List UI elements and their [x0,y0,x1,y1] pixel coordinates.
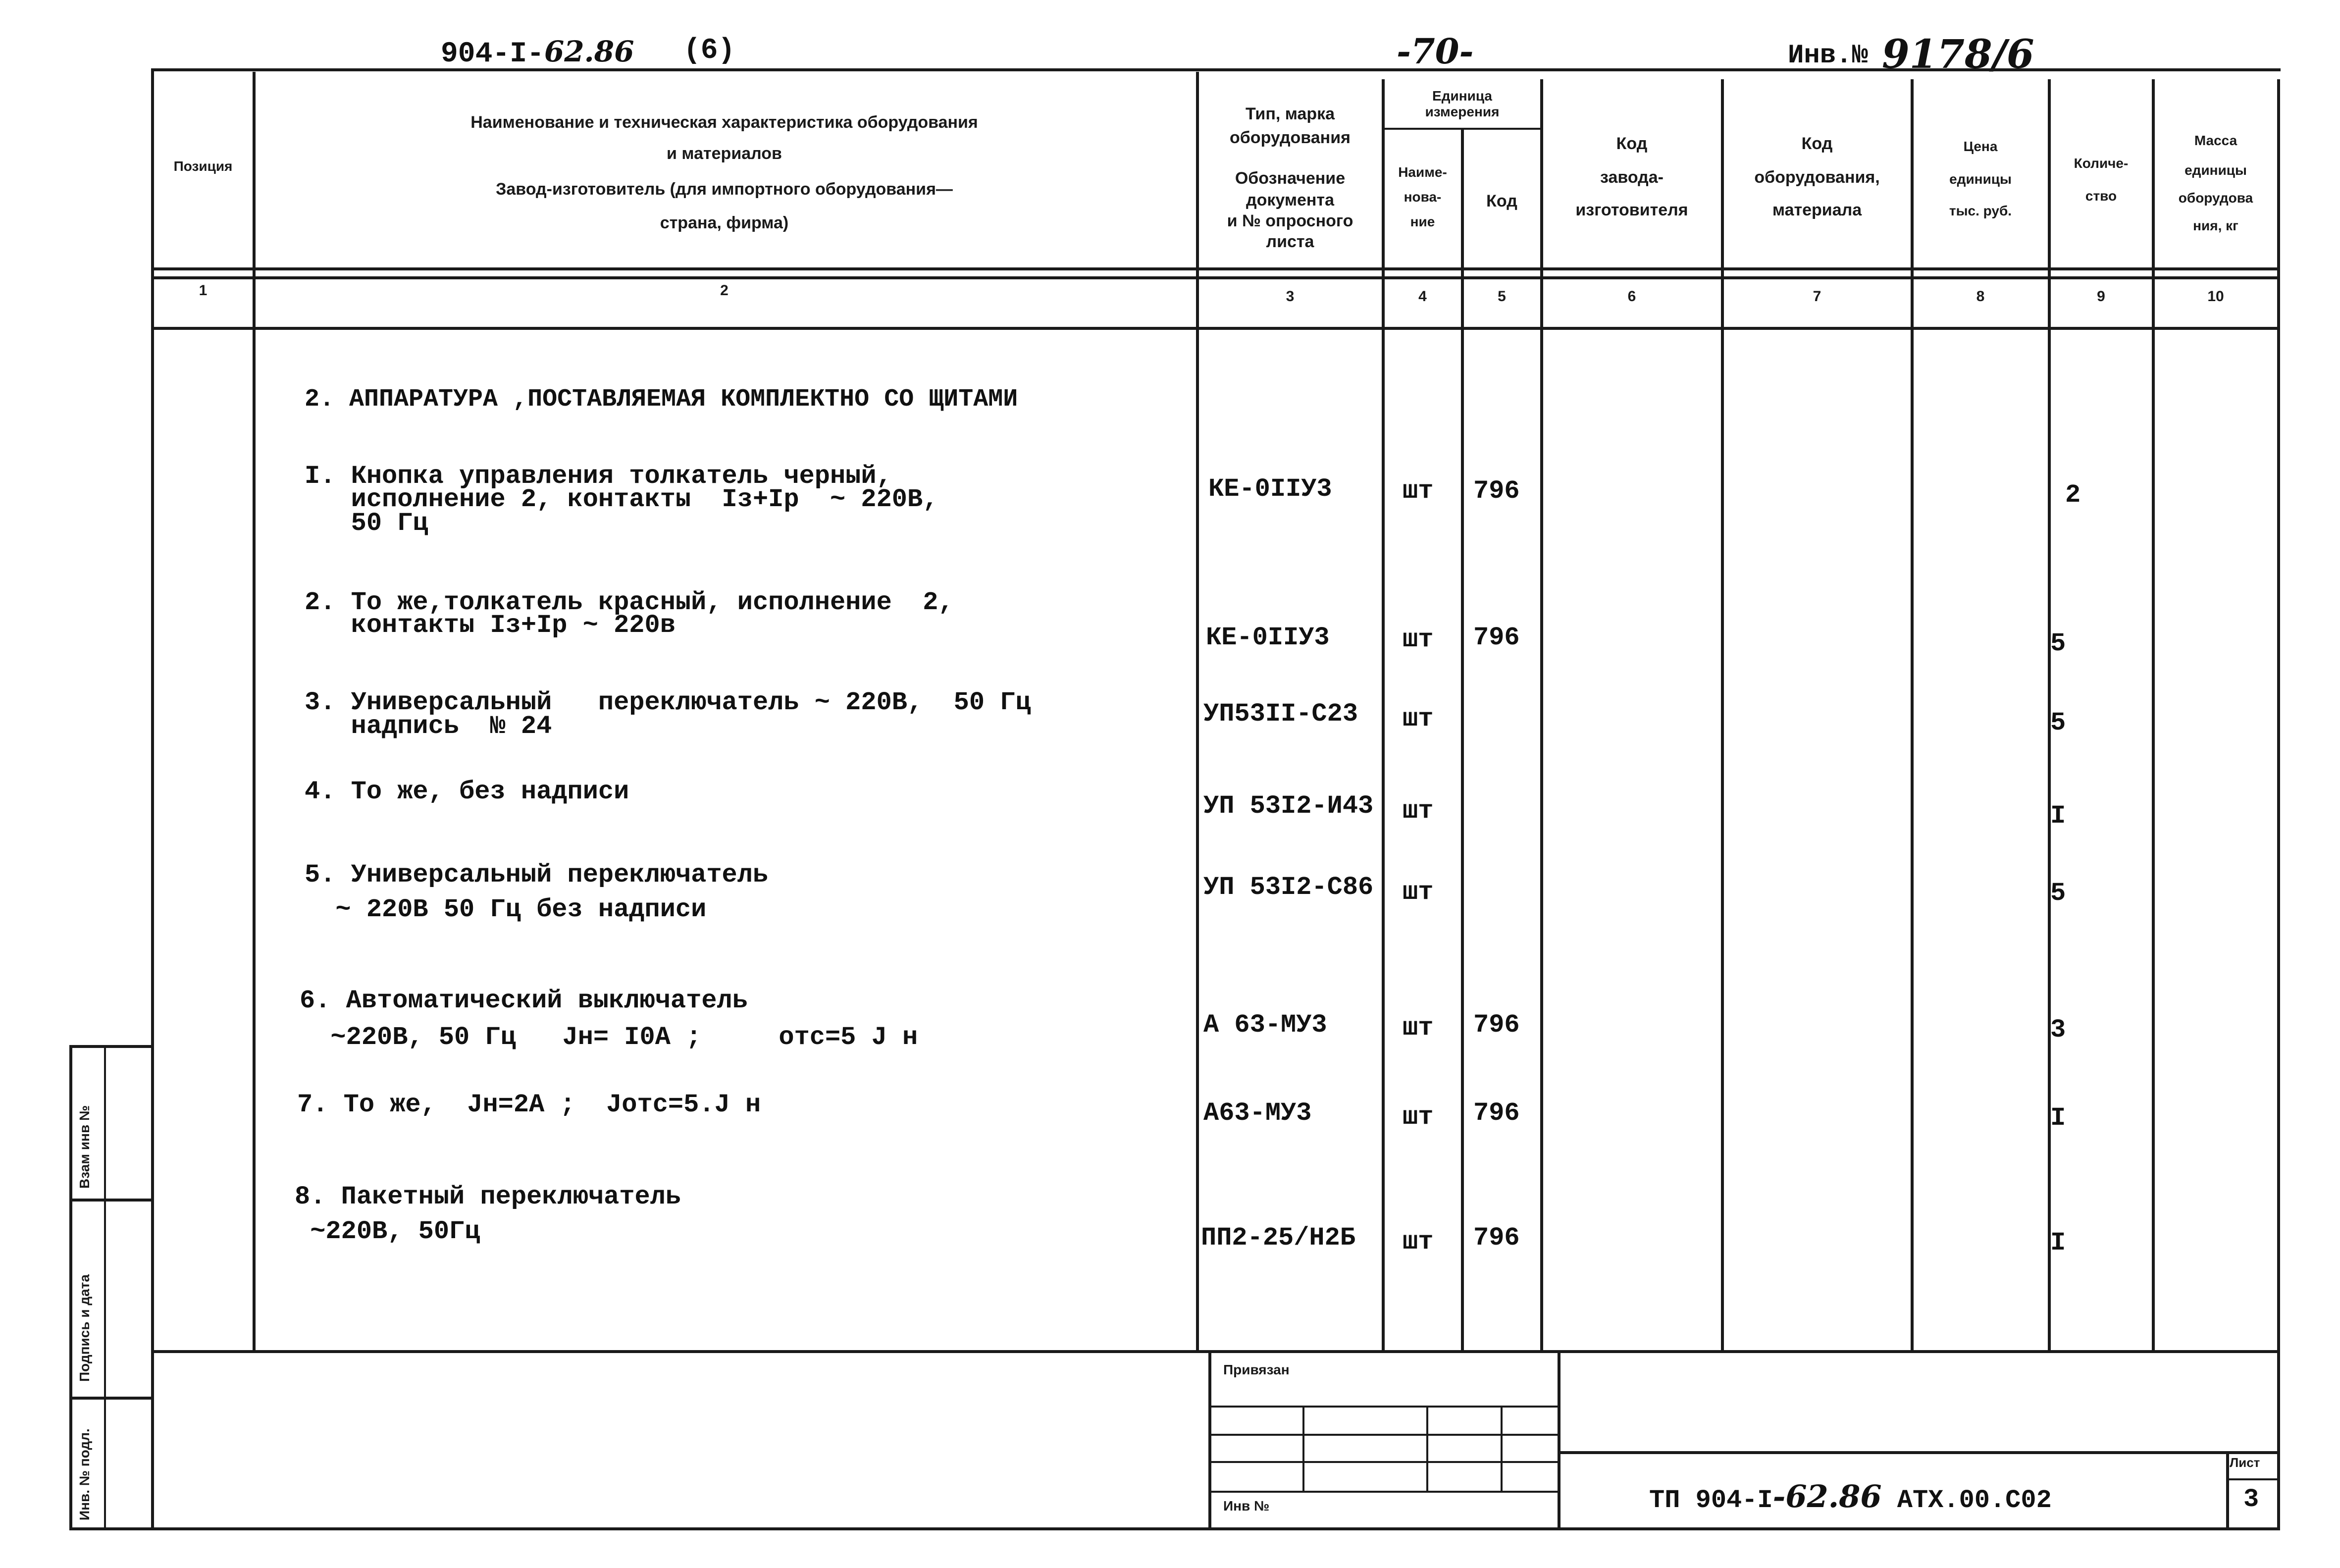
col-header-unit-group-1: Единица [1432,88,1492,104]
col-header-price-1: Цена [1963,139,1998,154]
row-5-qty: 5 [2050,879,2066,908]
row-1-unit: шт [1403,476,1434,506]
row-7-name-line-1: 7. То же, Jн=2А ; Jотс=5.J н [297,1090,761,1119]
side-strip-top [69,1045,151,1048]
row-4-qty: I [2050,801,2066,831]
row-4-type: УП 53I2-И43 [1203,791,1374,821]
stamp-doc-code-suffix: АТХ.00.С02 [1897,1486,2052,1515]
stamp-privyazan-label: Привязан [1223,1362,1290,1377]
doc-handwritten-number: 62.86 [544,35,634,68]
col-number-3: 3 [1286,288,1295,305]
col-header-unit-group-2: измерения [1425,104,1500,119]
stamp-sheet-number: 3 [2243,1485,2259,1514]
stamp-divider-2 [1558,1350,1560,1529]
stamp-doc-code-prefix: ТП 904-I [1649,1486,1773,1515]
row-7-type: А63-МУ3 [1203,1098,1312,1128]
col-header-doc-1: Обозначение [1235,169,1346,188]
col-line-4 [1461,130,1464,1352]
col-header-mass-4: ния, кг [2193,218,2238,233]
frame-bottom [69,1527,2280,1530]
col-header-unit-name-2: нова- [1404,189,1442,205]
frame-right [2277,79,2280,1530]
doc-prefix: 904-I- [441,38,544,70]
row-1-code: 796 [1473,476,1520,506]
row-1-type: КЕ-0IIУ3 [1208,474,1332,504]
stamp-grid-3 [1208,1461,1558,1463]
row-6-name-line-1: 6. Автоматический выключатель [300,986,748,1015]
col-header-unit-name-1: Наиме- [1398,164,1447,180]
row-8-name-line-1: 8. Пакетный переключатель [295,1182,681,1211]
col-header-mass-3: оборудова [2178,190,2253,206]
col-header-type-1: Тип, марка [1245,105,1335,123]
row-5-name-line-1: 5. Универсальный переключатель [305,860,769,889]
stamp-sheet-divider [2226,1451,2229,1529]
inventory-label: Инв.№ [1788,41,1869,71]
col-header-type-2: оборудования [1230,128,1351,147]
row-5-name-line-2: ~ 220В 50 Гц без надписи [305,895,707,924]
col-header-equip-code-1: Код [1801,134,1833,153]
col-line-9 [2152,79,2155,1352]
stamp-grid-v1 [1302,1406,1304,1491]
row-2-qty: 5 [2050,629,2066,658]
row-2-unit: шт [1403,625,1434,654]
col-line-5 [1540,79,1543,1352]
col-header-mass-2: единицы [2184,162,2247,178]
row-3-name-line-1: 3. Универсальный переключатель ~ 220В, 50 Гц [305,688,1031,717]
row-8-type: ПП2-25/Н2Б [1201,1223,1356,1253]
col-header-equip-code-2: оборудования, [1754,168,1880,187]
stamp-grid-4 [1208,1491,1558,1493]
col-number-8: 8 [1976,288,1985,305]
col-header-plant-code-3: изготовителя [1575,201,1688,219]
row-8-qty: I [2050,1228,2066,1257]
row-3-unit: шт [1403,704,1434,733]
row-8-name-line-2: ~220В, 50Гц [295,1217,480,1246]
stamp-inv-label: Инв № [1223,1498,1270,1514]
col-line-6 [1721,79,1724,1352]
stamp-grid-v3 [1501,1406,1503,1491]
col-header-qty-1: Количе- [2074,156,2129,171]
col-header-mass-1: Масса [2194,133,2237,148]
col-header-doc-4: листа [1266,232,1314,251]
col-line-2 [1196,72,1199,1352]
col-number-10: 10 [2207,288,2224,305]
row-7-qty: I [2050,1103,2066,1133]
col-number-1: 1 [199,282,208,299]
number-row-top-line [151,276,2278,279]
stamp-grid-2 [1208,1434,1558,1436]
row-6-unit: шт [1403,1013,1434,1043]
stamp-code-top-line [1558,1451,2278,1454]
col-header-name-line1: Наименование и техническая характеристика оборудования [470,113,978,132]
stamp-sheet-label: Лист [2230,1455,2260,1470]
side-label-inv-orig: Инв. № подл. [77,1428,92,1520]
stamp-grid-1 [1208,1406,1558,1408]
frame-top [151,68,2281,71]
col-header-plant-code-2: завода- [1600,168,1664,187]
row-3-name-line-2: надпись № 24 [305,712,552,741]
col-header-name-line2: и материалов [667,144,782,163]
row-2-code: 796 [1473,623,1520,652]
col-number-6: 6 [1627,288,1636,305]
side-label-replace-inv: Взам инв № [77,1105,92,1189]
row-7-code: 796 [1473,1098,1520,1128]
row-1-qty: 2 [2065,480,2081,510]
col-line-3 [1382,79,1385,1352]
row-2-name-line-2: контакты Iз+Iр ~ 220в [305,611,676,640]
col-header-qty-2: ство [2085,188,2117,204]
stamp-doc-code [1649,1478,2052,1515]
col-number-2: 2 [720,282,728,299]
col-number-4: 4 [1418,288,1427,305]
side-strip-div-2 [69,1397,151,1400]
col-number-5: 5 [1498,288,1506,305]
side-strip-outer [69,1045,72,1529]
col-header-price-2: единицы [1949,171,2012,187]
row-4-unit: шт [1403,796,1434,826]
page-mark: -70- [1397,31,1474,72]
col-header-unit-code: Код [1486,192,1517,210]
stamp-sheet-line [2226,1478,2278,1480]
col-header-doc-3: и № опросного [1227,211,1353,230]
row-2-name-line-1: 2. То же,толкатель красный, исполнение 2, [305,588,954,617]
section-title: 2. АППАРАТУРА ,ПОСТАВЛЯЕМАЯ КОМПЛЕКТНО СО ЩИТАМИ [305,385,1018,414]
inventory-number: 9178/6 [1882,31,2034,77]
col-number-7: 7 [1813,288,1821,305]
col-header-doc-2: документа [1246,191,1334,209]
doc-suffix: (6) [683,35,735,67]
row-3-type: УП53II-С23 [1203,699,1358,729]
row-7-unit: шт [1403,1102,1434,1132]
row-1-name-line-1: I. Кнопка управления толкатель черный, [305,462,892,491]
side-strip-inner [104,1045,106,1529]
row-6-code: 796 [1473,1010,1520,1040]
col-header-position: Позиция [173,158,233,174]
row-6-qty: 3 [2050,1015,2066,1045]
stamp-doc-code-hand: -62.86 [1772,1478,1882,1515]
col-header-price-3: тыс. руб. [1949,203,2012,218]
number-row-bottom-line [151,327,2278,330]
row-5-type: УП 53I2-С86 [1203,873,1374,902]
col-header-name-line3: Завод-изготовитель (для импортного оборудования— [496,180,953,199]
stamp-divider-1 [1208,1350,1211,1529]
row-8-unit: шт [1403,1227,1434,1256]
doc-number-top [441,35,634,70]
row-6-type: А 63-МУ3 [1203,1010,1327,1040]
row-2-type: КЕ-0IIУ3 [1206,623,1330,652]
row-8-code: 796 [1473,1223,1520,1253]
side-label-signature-date: Подпись и дата [77,1274,92,1382]
row-1-name-line-3: 50 Гц [305,509,428,538]
stamp-grid-v2 [1426,1406,1428,1491]
col-header-unit-name-3: ние [1410,214,1435,229]
stamp-top-line [151,1350,2278,1353]
row-5-unit: шт [1403,878,1434,907]
side-strip-div-1 [69,1199,151,1202]
col-header-plant-code-1: Код [1616,134,1648,153]
row-6-name-line-2: ~220В, 50 Гц Jн= I0A ; отс=5 J н [300,1023,918,1052]
row-4-name-line-1: 4. То же, без надписи [305,777,629,806]
header-bottom-line [151,267,2278,270]
row-1-name-line-2: исполнение 2, контакты Iз+Iр ~ 220В, [305,485,938,514]
row-3-qty: 5 [2050,708,2066,737]
col-header-name-line4: страна, фирма) [660,213,789,232]
col-header-equip-code-3: материала [1772,201,1862,219]
col-line-7 [1911,79,1914,1352]
col-line-1 [253,72,256,1352]
col-number-9: 9 [2097,288,2105,305]
